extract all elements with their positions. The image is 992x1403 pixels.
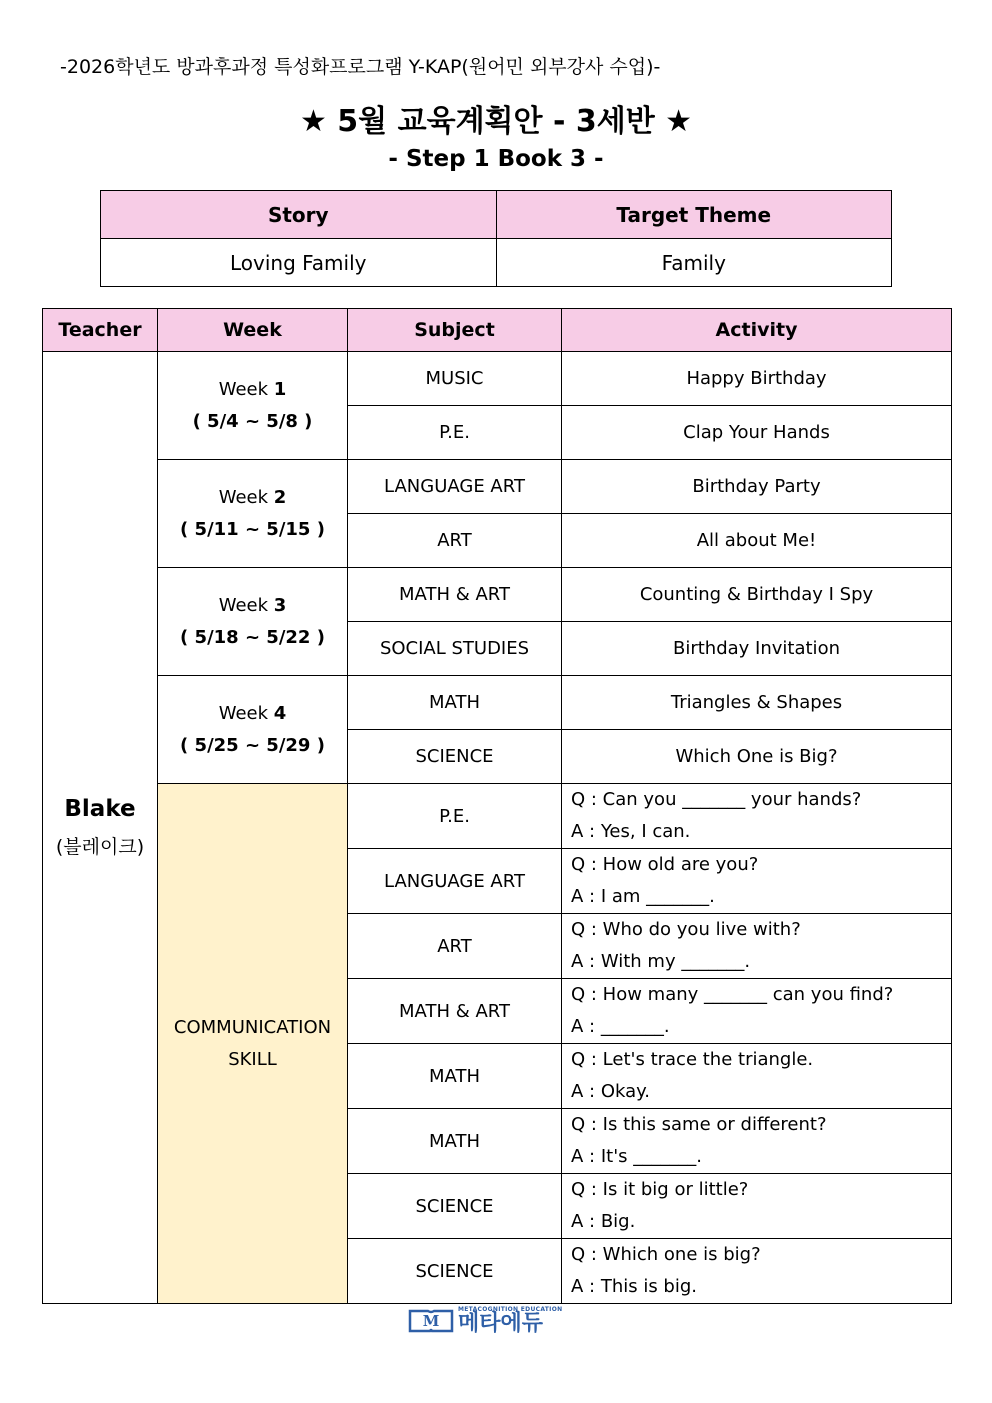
subject-cell: SCIENCE <box>348 1174 562 1239</box>
answer-text: A : I am _______. <box>571 886 715 907</box>
week-number: 1 <box>273 378 287 400</box>
teacher-cell <box>43 352 158 1304</box>
table-row <box>43 352 952 406</box>
communication-label: COMMUNICATION <box>173 1016 332 1038</box>
activity-cell: Which One is Big? <box>562 730 952 784</box>
activity-header: Activity <box>562 309 952 352</box>
communication-skill-cell <box>158 784 348 1304</box>
subject-cell: P.E. <box>348 406 562 460</box>
week-header: Week <box>158 309 348 352</box>
program-header: -2026학년도 방과후과정 특성화프로그램 Y-KAP(원어민 외부강사 수업)- <box>60 56 661 78</box>
week-cell <box>158 352 348 460</box>
answer-text: A : Okay. <box>571 1081 650 1102</box>
subject-cell: SCIENCE <box>348 730 562 784</box>
answer-text: A : Big. <box>571 1211 636 1232</box>
subject-cell: SOCIAL STUDIES <box>348 622 562 676</box>
week-label: Week <box>218 594 274 616</box>
question-text: Q : Can you _______ your hands? <box>571 789 862 810</box>
subject-cell: ART <box>348 914 562 979</box>
table-row <box>43 784 952 849</box>
week-label: Week <box>218 378 274 400</box>
page-subtitle: - Step 1 Book 3 - <box>388 146 604 172</box>
week-dates: ( 5/18 ~ 5/22 ) <box>180 626 325 648</box>
subject-cell: MATH & ART <box>348 568 562 622</box>
activity-cell: Birthday Invitation <box>562 622 952 676</box>
week-number: 4 <box>273 702 287 724</box>
qa-cell <box>562 914 952 979</box>
story-header: Story <box>101 191 497 239</box>
metaedu-logo <box>408 1305 562 1335</box>
skill-label: SKILL <box>228 1048 277 1070</box>
answer-text: A : It's _______. <box>571 1146 702 1167</box>
activity-cell: Triangles & Shapes <box>562 676 952 730</box>
week-label: Week <box>218 702 274 724</box>
activity-cell: Counting & Birthday I Spy <box>562 568 952 622</box>
week-cell <box>158 676 348 784</box>
question-text: Q : Is this same or different? <box>571 1114 827 1135</box>
qa-cell <box>562 1174 952 1239</box>
book-logo-icon <box>408 1307 454 1333</box>
table-row <box>43 460 952 514</box>
subject-cell: MATH <box>348 1044 562 1109</box>
week-cell <box>158 568 348 676</box>
lesson-plan-table <box>42 308 952 1304</box>
subject-cell: MATH & ART <box>348 979 562 1044</box>
logo-tagline: METACOGNITION EDUCATION <box>458 1305 563 1313</box>
week-dates: ( 5/11 ~ 5/15 ) <box>180 518 325 540</box>
subject-cell: SCIENCE <box>348 1239 562 1304</box>
answer-text: A : This is big. <box>571 1276 697 1297</box>
subject-cell: ART <box>348 514 562 568</box>
qa-cell <box>562 1044 952 1109</box>
teacher-name: Blake <box>64 796 136 822</box>
story-value: Loving Family <box>101 239 497 287</box>
question-text: Q : Let's trace the triangle. <box>571 1049 814 1070</box>
teacher-korean-name: (블레이크) <box>55 836 145 858</box>
activity-cell: All about Me! <box>562 514 952 568</box>
logo-wordmark: 메타에듀 <box>458 1310 544 1336</box>
teacher-header: Teacher <box>43 309 158 352</box>
activity-cell: Clap Your Hands <box>562 406 952 460</box>
subject-cell: P.E. <box>348 784 562 849</box>
week-number: 2 <box>273 486 287 508</box>
qa-cell <box>562 1109 952 1174</box>
week-label: Week <box>218 486 274 508</box>
week-dates: ( 5/4 ~ 5/8 ) <box>192 410 313 432</box>
page-title: ★ 5월 교육계획안 - 3세반 ★ <box>299 104 693 139</box>
activity-cell: Birthday Party <box>562 460 952 514</box>
qa-cell <box>562 1239 952 1304</box>
week-number: 3 <box>273 594 287 616</box>
subject-cell: MATH <box>348 1109 562 1174</box>
subject-cell: LANGUAGE ART <box>348 849 562 914</box>
question-text: Q : Which one is big? <box>571 1244 761 1265</box>
subject-cell: LANGUAGE ART <box>348 460 562 514</box>
question-text: Q : Is it big or little? <box>571 1179 749 1200</box>
qa-cell <box>562 849 952 914</box>
answer-text: A : With my _______. <box>571 951 751 972</box>
qa-cell <box>562 979 952 1044</box>
question-text: Q : Who do you live with? <box>571 919 801 940</box>
qa-cell <box>562 784 952 849</box>
activity-cell: Happy Birthday <box>562 352 952 406</box>
question-text: Q : How many _______ can you find? <box>571 984 894 1005</box>
target-theme-header: Target Theme <box>496 191 892 239</box>
logo-letter: M <box>422 1312 440 1330</box>
week-dates: ( 5/25 ~ 5/29 ) <box>180 734 325 756</box>
week-cell <box>158 460 348 568</box>
answer-text: A : _______. <box>571 1016 670 1037</box>
table-row <box>43 568 952 622</box>
table-row <box>43 676 952 730</box>
subject-cell: MATH <box>348 676 562 730</box>
story-theme-table <box>100 190 892 287</box>
target-theme-value: Family <box>496 239 892 287</box>
subject-cell: MUSIC <box>348 352 562 406</box>
subject-header: Subject <box>348 309 562 352</box>
answer-text: A : Yes, I can. <box>571 821 691 842</box>
question-text: Q : How old are you? <box>571 854 759 875</box>
